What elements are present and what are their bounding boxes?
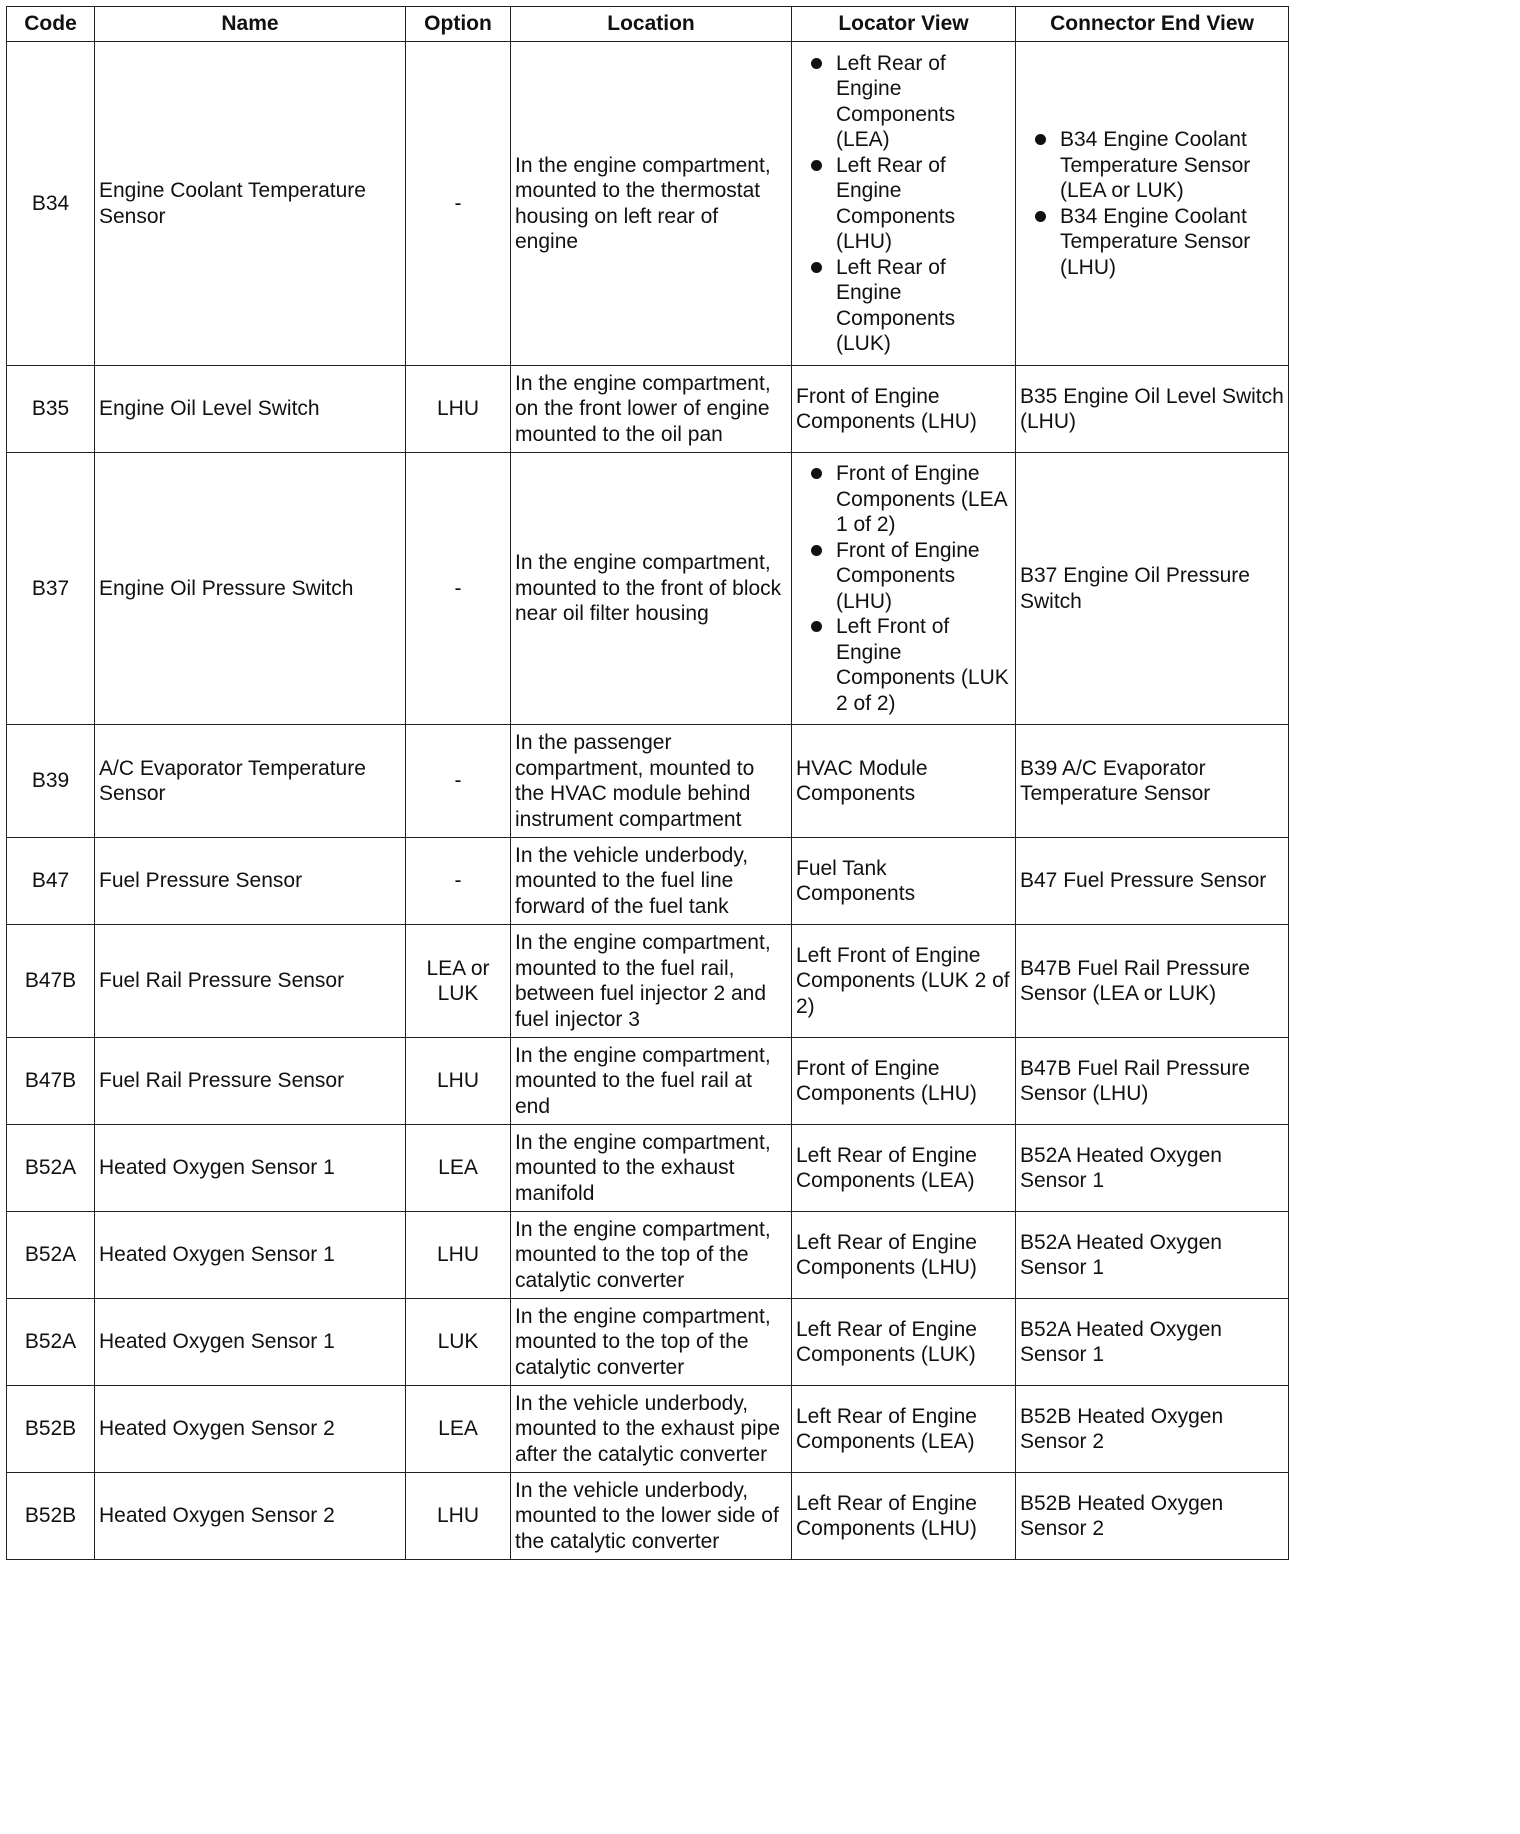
locator-view-cell: Front of Engine Components (LHU) <box>792 366 1016 453</box>
connector-end-view-cell: B52B Heated Oxygen Sensor 2 <box>1016 1473 1289 1560</box>
code-cell: B34 <box>7 42 95 366</box>
code-cell: B52B <box>7 1386 95 1473</box>
option-cell: - <box>406 838 511 925</box>
option-cell: LEA <box>406 1125 511 1212</box>
list-item: Left Rear of Engine Components (LHU) <box>836 153 1011 255</box>
name-cell: Heated Oxygen Sensor 1 <box>95 1125 406 1212</box>
header-option: Option <box>406 7 511 42</box>
locator-view-cell: Left Front of Engine Components (LUK 2 of 2) <box>792 925 1016 1038</box>
code-cell: B47B <box>7 1038 95 1125</box>
option-cell: - <box>406 453 511 725</box>
code-cell: B39 <box>7 725 95 838</box>
location-cell: In the engine compartment, mounted to the top of the catalytic converter <box>511 1299 792 1386</box>
location-cell: In the vehicle underbody, mounted to the exhaust pipe after the catalytic converter <box>511 1386 792 1473</box>
locator-view-cell: Left Rear of Engine Components (LHU) <box>792 1473 1016 1560</box>
connector-end-view-cell: B52A Heated Oxygen Sensor 1 <box>1016 1125 1289 1212</box>
option-cell: - <box>406 42 511 366</box>
name-cell: Engine Oil Level Switch <box>95 366 406 453</box>
table-row <box>7 453 1289 725</box>
location-cell: In the engine compartment, mounted to the exhaust manifold <box>511 1125 792 1212</box>
option-cell: LEA <box>406 1386 511 1473</box>
name-cell: Fuel Rail Pressure Sensor <box>95 1038 406 1125</box>
table-row <box>7 1386 1289 1473</box>
locator-view-list <box>796 51 1011 357</box>
locator-view-cell: Front of Engine Components (LHU) <box>792 1038 1016 1125</box>
code-cell: B47B <box>7 925 95 1038</box>
connector-end-view-cell: B52A Heated Oxygen Sensor 1 <box>1016 1299 1289 1386</box>
location-cell: In the engine compartment, mounted to the fuel rail, between fuel injector 2 and fuel injector 3 <box>511 925 792 1038</box>
option-cell: LHU <box>406 366 511 453</box>
locator-view-cell: HVAC Module Components <box>792 725 1016 838</box>
option-cell: LHU <box>406 1038 511 1125</box>
list-item: B34 Engine Coolant Temperature Sensor (LHU) <box>1060 204 1284 281</box>
name-cell: Heated Oxygen Sensor 1 <box>95 1299 406 1386</box>
code-cell: B52A <box>7 1299 95 1386</box>
name-cell: Fuel Rail Pressure Sensor <box>95 925 406 1038</box>
list-item: Left Front of Engine Components (LUK 2 of 2) <box>836 614 1011 716</box>
name-cell: Engine Oil Pressure Switch <box>95 453 406 725</box>
locator-view-cell: Left Rear of Engine Components (LEA) <box>792 1386 1016 1473</box>
option-cell: LUK <box>406 1299 511 1386</box>
option-cell: - <box>406 725 511 838</box>
list-item: Left Rear of Engine Components (LUK) <box>836 255 1011 357</box>
location-cell: In the engine compartment, mounted to the front of block near oil filter housing <box>511 453 792 725</box>
header-code: Code <box>7 7 95 42</box>
name-cell: A/C Evaporator Temperature Sensor <box>95 725 406 838</box>
location-cell: In the engine compartment, mounted to the thermostat housing on left rear of engine <box>511 42 792 366</box>
code-cell: B47 <box>7 838 95 925</box>
table-row <box>7 838 1289 925</box>
code-cell: B52A <box>7 1125 95 1212</box>
name-cell: Engine Coolant Temperature Sensor <box>95 42 406 366</box>
connector-end-view-cell: B47B Fuel Rail Pressure Sensor (LEA or LUK) <box>1016 925 1289 1038</box>
location-cell: In the engine compartment, mounted to the top of the catalytic converter <box>511 1212 792 1299</box>
table-row <box>7 1473 1289 1560</box>
list-item: B34 Engine Coolant Temperature Sensor (LEA or LUK) <box>1060 127 1284 204</box>
code-cell: B37 <box>7 453 95 725</box>
component-locator-table <box>6 6 1289 1560</box>
table-row <box>7 1299 1289 1386</box>
connector-end-view-cell: B47B Fuel Rail Pressure Sensor (LHU) <box>1016 1038 1289 1125</box>
code-cell: B52B <box>7 1473 95 1560</box>
list-item: Left Rear of Engine Components (LEA) <box>836 51 1011 153</box>
location-cell: In the engine compartment, on the front lower of engine mounted to the oil pan <box>511 366 792 453</box>
name-cell: Heated Oxygen Sensor 2 <box>95 1386 406 1473</box>
table-row <box>7 1038 1289 1125</box>
table-row <box>7 1212 1289 1299</box>
header-row <box>7 7 1289 42</box>
locator-view-list <box>796 461 1011 716</box>
connector-end-view-cell <box>1016 42 1289 366</box>
connector-end-view-cell: B39 A/C Evaporator Temperature Sensor <box>1016 725 1289 838</box>
table-row <box>7 1125 1289 1212</box>
header-location: Location <box>511 7 792 42</box>
name-cell: Heated Oxygen Sensor 1 <box>95 1212 406 1299</box>
option-cell: LEA or LUK <box>406 925 511 1038</box>
header-connector-end-view: Connector End View <box>1016 7 1289 42</box>
list-item: Front of Engine Components (LHU) <box>836 538 1011 615</box>
locator-view-cell: Left Rear of Engine Components (LHU) <box>792 1212 1016 1299</box>
location-cell: In the passenger compartment, mounted to the HVAC module behind instrument compartment <box>511 725 792 838</box>
connector-end-view-cell: B37 Engine Oil Pressure Switch <box>1016 453 1289 725</box>
option-cell: LHU <box>406 1212 511 1299</box>
name-cell: Heated Oxygen Sensor 2 <box>95 1473 406 1560</box>
name-cell: Fuel Pressure Sensor <box>95 838 406 925</box>
connector-end-view-cell: B35 Engine Oil Level Switch (LHU) <box>1016 366 1289 453</box>
connector-end-view-cell: B47 Fuel Pressure Sensor <box>1016 838 1289 925</box>
option-cell: LHU <box>406 1473 511 1560</box>
table-row <box>7 725 1289 838</box>
table-row <box>7 42 1289 366</box>
table-row <box>7 925 1289 1038</box>
location-cell: In the vehicle underbody, mounted to the lower side of the catalytic converter <box>511 1473 792 1560</box>
locator-view-cell <box>792 42 1016 366</box>
connector-end-view-list <box>1020 127 1284 280</box>
code-cell: B52A <box>7 1212 95 1299</box>
location-cell: In the vehicle underbody, mounted to the fuel line forward of the fuel tank <box>511 838 792 925</box>
connector-end-view-cell: B52B Heated Oxygen Sensor 2 <box>1016 1386 1289 1473</box>
location-cell: In the engine compartment, mounted to the fuel rail at end <box>511 1038 792 1125</box>
table-row <box>7 366 1289 453</box>
locator-view-cell: Left Rear of Engine Components (LUK) <box>792 1299 1016 1386</box>
connector-end-view-cell: B52A Heated Oxygen Sensor 1 <box>1016 1212 1289 1299</box>
code-cell: B35 <box>7 366 95 453</box>
locator-view-cell <box>792 453 1016 725</box>
locator-view-cell: Left Rear of Engine Components (LEA) <box>792 1125 1016 1212</box>
locator-view-cell: Fuel Tank Components <box>792 838 1016 925</box>
list-item: Front of Engine Components (LEA 1 of 2) <box>836 461 1011 538</box>
header-locator-view: Locator View <box>792 7 1016 42</box>
header-name: Name <box>95 7 406 42</box>
